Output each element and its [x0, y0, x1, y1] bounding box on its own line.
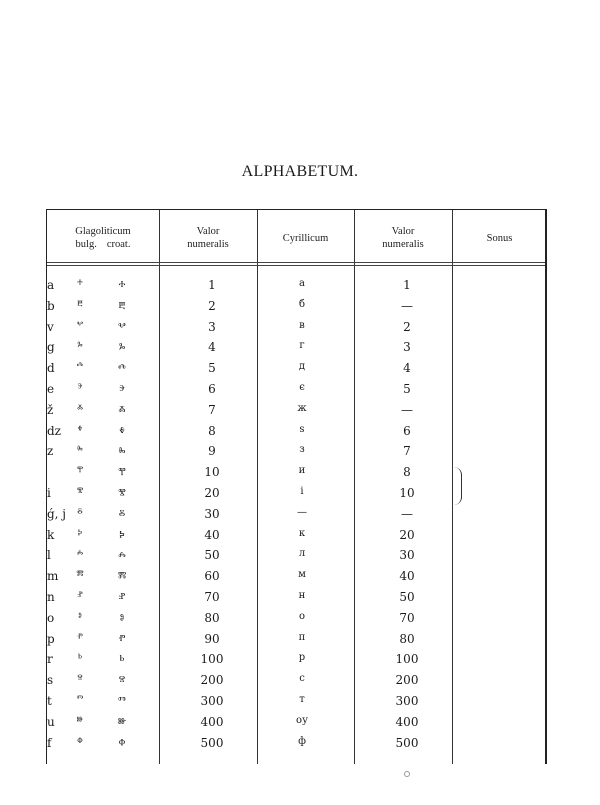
cell-bulg: ⱁ: [78, 610, 82, 622]
cell-val2: 200: [395, 673, 419, 688]
cell-val2: 300: [395, 694, 419, 708]
cell-cyr: д: [298, 361, 306, 373]
cell-val1: 80: [204, 610, 220, 625]
cell-croat: ⰲ: [118, 319, 126, 334]
cell-croat: ⰵ: [119, 382, 125, 396]
cell-sonus: n: [47, 590, 55, 604]
cell-croat: ⰺ: [118, 486, 126, 500]
cell-val1: 400: [200, 714, 224, 729]
table-row: [47, 442, 548, 463]
cell-val1: 7: [208, 402, 216, 417]
cell-cyr: м: [298, 569, 306, 581]
cell-val2: 10: [399, 486, 415, 500]
cell-croat: ⰷ: [119, 423, 125, 438]
cell-val2: 6: [403, 423, 411, 438]
cell-bulg: ⰱ: [77, 298, 83, 310]
header-cyrillicum: [257, 216, 354, 260]
cell-val1: 1: [208, 278, 216, 292]
cell-val1: 6: [208, 382, 216, 396]
table-row: [47, 276, 548, 297]
cell-croat: ⰶ: [118, 402, 126, 417]
cell-croat: ⱂ: [118, 631, 126, 646]
cell-bulg: ⰹ: [76, 465, 84, 477]
cell-val2: —: [401, 298, 413, 313]
cell-bulg: ⱂ: [77, 631, 83, 643]
cell-croat: ⰻ: [118, 506, 126, 521]
table-row: [47, 297, 548, 318]
cell-val1: 4: [208, 340, 216, 355]
table-row: [47, 567, 548, 588]
cell-sonus: f: [47, 735, 52, 750]
cell-cyr: ѕ: [299, 423, 305, 435]
cell-val2: 500: [395, 735, 419, 750]
cell-cyr: є: [299, 382, 305, 393]
cell-val2: —: [401, 402, 413, 417]
cell-cyr: н: [298, 590, 306, 601]
alphabet-table: [46, 209, 547, 764]
cell-croat: ⰾ: [118, 548, 126, 563]
header-cyrillicum-label: Cyrillicum: [282, 232, 329, 244]
cell-bulg: ⱀ: [77, 590, 83, 601]
cell-val2: 30: [399, 548, 415, 563]
cell-croat: ⱄ: [118, 673, 126, 688]
table-row: [47, 401, 548, 422]
cell-val1: 100: [200, 652, 224, 667]
cell-cyr: а: [299, 278, 305, 289]
cell-val2: —: [401, 506, 413, 521]
header-croat: croat.: [106, 239, 131, 250]
cell-val2: 70: [399, 610, 415, 625]
cell-val1: 500: [200, 735, 224, 750]
cell-val1: 5: [208, 361, 216, 376]
cell-val2: 3: [403, 340, 411, 355]
cell-bulg: ⰴ: [76, 361, 84, 373]
header-glagoliticum: [47, 216, 159, 260]
cell-val1: 90: [204, 631, 220, 646]
cell-val1: 200: [200, 673, 224, 688]
cell-val2: 1: [403, 278, 411, 292]
cell-bulg: ⰷ: [77, 423, 83, 435]
cell-bulg: ⰵ: [77, 382, 83, 393]
cell-val2: 100: [395, 652, 419, 667]
page-title: ALPHABETUM.: [241, 163, 359, 180]
cell-croat: ⰹ: [118, 465, 126, 480]
cell-val1: 20: [204, 486, 220, 500]
cell-bulg: ⰲ: [76, 319, 84, 331]
cell-val1: 2: [208, 298, 216, 313]
cell-cyr: и: [298, 465, 306, 477]
cell-cyr: ф: [298, 735, 306, 747]
cell-val2: 400: [395, 714, 419, 729]
cell-croat: ⱁ: [119, 610, 125, 625]
cell-val1: 40: [204, 527, 220, 542]
table-row: [47, 318, 548, 339]
cell-bulg: ⰰ: [77, 278, 83, 289]
header-divider: [47, 265, 545, 266]
cell-bulg: ⱄ: [77, 673, 83, 685]
cell-cyr: р: [298, 652, 306, 664]
cell-sonus: e: [47, 382, 55, 396]
cell-bulg: ⰻ: [77, 506, 83, 518]
cell-sonus: dz: [47, 423, 62, 438]
cell-bulg: ⱅ: [76, 694, 84, 705]
cell-croat: ⱃ: [119, 652, 125, 667]
cell-cyr: с: [299, 673, 305, 685]
cell-val1: 300: [200, 694, 224, 708]
table-row: [47, 546, 548, 567]
cell-cyr: л: [298, 548, 306, 560]
table-row: [47, 671, 548, 692]
cell-cyr: б: [298, 298, 306, 310]
cell-val1: 8: [208, 423, 216, 438]
cell-sonus: m: [47, 569, 59, 584]
cell-bulg: ⱆ: [76, 714, 84, 726]
table-row: [47, 650, 548, 671]
cell-cyr: п: [298, 631, 306, 643]
cell-cyr: в: [299, 319, 305, 331]
cell-bulg: ⰺ: [76, 486, 84, 497]
header-sonus: [452, 216, 547, 260]
cell-bulg: ⰽ: [77, 527, 83, 539]
table-row: [47, 609, 548, 630]
cell-sonus: ǵ, j: [47, 506, 67, 521]
cell-croat: ⰴ: [118, 361, 126, 376]
cell-val2: 8: [403, 465, 411, 480]
cell-val2: 2: [403, 319, 411, 334]
cell-cyr: т: [299, 694, 305, 705]
cell-bulg: ⰳ: [77, 340, 83, 352]
cell-bulg: ⱃ: [77, 652, 83, 664]
cell-cyr: о: [298, 610, 306, 622]
cell-cyr: і: [300, 486, 304, 497]
table-row: [47, 734, 548, 755]
cell-sonus: g: [47, 340, 55, 355]
cell-cyr: з: [299, 444, 305, 456]
header-valor-1-label: Valor numeralis: [187, 226, 229, 250]
cell-croat: ⱅ: [118, 694, 126, 708]
cell-val2: 5: [403, 382, 411, 396]
cell-val1: 70: [204, 590, 220, 604]
table-row: [47, 692, 548, 713]
cell-croat: ⰽ: [119, 527, 125, 542]
cell-val2: 4: [403, 361, 411, 376]
table-row: [47, 630, 548, 651]
table-row: [47, 484, 548, 505]
cell-val2: 7: [403, 444, 411, 459]
cell-cyr: оу: [296, 714, 308, 726]
cell-croat: ⱇ: [118, 735, 126, 750]
cell-sonus: r: [47, 652, 53, 667]
cell-sonus: p: [47, 631, 55, 646]
cell-sonus: a: [47, 278, 55, 292]
cell-croat: ⰿ: [117, 569, 127, 584]
cell-sonus: k: [47, 527, 55, 542]
table-row: [47, 526, 548, 547]
cell-croat: ⱆ: [117, 714, 127, 729]
cell-bulg: ⰾ: [76, 548, 84, 560]
header-sonus-label: Sonus: [486, 232, 513, 244]
header-glagoliticum-label: Glagoliticum: [75, 226, 131, 237]
header-valor-2: [354, 216, 452, 260]
cell-sonus: o: [47, 610, 55, 625]
cell-bulg: ⰿ: [76, 569, 84, 581]
cell-sonus: t: [47, 694, 52, 708]
cell-cyr: к: [298, 527, 306, 539]
cell-val2: 40: [399, 569, 415, 584]
cell-bulg: ⱇ: [77, 735, 83, 747]
table-row: [47, 713, 548, 734]
cell-croat: ⱀ: [118, 590, 126, 604]
header-divider: [47, 262, 545, 263]
cell-cyr: —: [297, 506, 307, 518]
cell-cyr: г: [299, 340, 305, 352]
table-row: [47, 338, 548, 359]
brace-mark: [453, 467, 462, 505]
cell-sonus: l: [47, 548, 51, 563]
cell-cyr: ж: [297, 402, 307, 414]
cell-val2: 50: [399, 590, 415, 604]
table-row: [47, 422, 548, 443]
table-row: [47, 463, 548, 484]
cell-croat: ⰳ: [118, 340, 126, 355]
header-valor-2-label: Valor numeralis: [382, 226, 424, 250]
cell-val1: 9: [208, 444, 216, 459]
cell-val1: 60: [204, 569, 220, 584]
cell-bulg: ⰸ: [77, 444, 83, 456]
cell-sonus: v: [47, 319, 54, 334]
cell-val1: 10: [204, 465, 220, 480]
table-row: [47, 359, 548, 380]
cell-val1: 3: [208, 319, 216, 334]
table-row: [47, 380, 548, 401]
cell-val1: 50: [204, 548, 220, 563]
header-bulg: bulg.: [75, 239, 97, 250]
cell-croat: ⰰ: [118, 278, 126, 292]
cell-bulg: ⰶ: [77, 402, 83, 414]
cell-sonus: b: [47, 298, 55, 313]
table-row: [47, 588, 548, 609]
cell-sonus: z: [47, 444, 54, 459]
cell-sonus: d: [47, 361, 55, 376]
scan-mark: [404, 771, 410, 777]
cell-sonus: i: [47, 486, 51, 500]
cell-val1: 30: [204, 506, 220, 521]
cell-croat: ⰸ: [118, 444, 126, 459]
cell-val2: 80: [399, 631, 415, 646]
table-row: [47, 505, 548, 526]
cell-val2: 20: [399, 527, 415, 542]
header-valor-1: [159, 216, 257, 260]
cell-croat: ⰱ: [118, 298, 126, 313]
cell-sonus: s: [47, 673, 54, 688]
header-glagoliticum-sub: [76, 238, 131, 251]
cell-sonus: ž: [47, 402, 54, 417]
cell-sonus: u: [47, 714, 55, 729]
